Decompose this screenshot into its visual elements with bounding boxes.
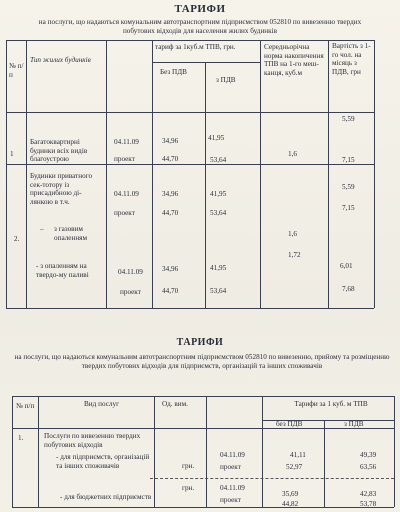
t1-row2-novat-a2: 44,70 — [162, 209, 179, 217]
t1-row2-no: 2. — [14, 235, 20, 243]
t2-row1-unit-b: грн. — [182, 484, 195, 492]
t1-row2-vat-b2: 53,64 — [210, 287, 227, 295]
t1-row2-novat-a1: 34,96 — [162, 190, 179, 198]
t2-row1-sub-budget: - для бюджетних підприємств — [60, 493, 152, 501]
t2-vline-1 — [38, 396, 39, 507]
t1-row1-type: Багатоквартирні будинки всіх видів благоустрою — [30, 138, 88, 164]
t1-row2-vat-b1: 41,95 — [210, 264, 227, 272]
t1-vline-6 — [328, 40, 329, 308]
t2-header-bottom — [12, 428, 394, 429]
t2-row-divider — [150, 478, 394, 480]
t1-row2-sub-solid: - з опаленням на твердо-му паливі — [36, 262, 89, 279]
t1-header-with-vat: з ПДВ — [216, 76, 236, 84]
t1-header-tariff: тариф за 1куб.м ТПВ, грн. — [155, 43, 236, 51]
t2-row1-no: 1. — [18, 434, 24, 442]
t1-vline-4 — [205, 62, 206, 308]
t2-header-with-vat: з ПДВ — [344, 420, 364, 428]
t2-vline-5 — [324, 420, 325, 507]
t1-row1-novat1: 34,96 — [162, 137, 179, 145]
t2-row1-date-a: 04.11.09 — [220, 451, 245, 459]
t1-row1-novat2: 44,70 — [162, 155, 179, 163]
t2-row1-unit-a: грн. — [182, 462, 195, 470]
t1-row2-cost-b2: 7,68 — [342, 285, 355, 293]
t2-vline-2 — [154, 396, 155, 507]
t1-row1-date: 04.11.09 — [114, 138, 139, 146]
t2-top-border — [12, 396, 394, 397]
t1-row1-vat1: 41,95 — [208, 134, 225, 142]
t1-row2-project-b: проект — [120, 288, 141, 296]
t1-vline-1 — [26, 40, 27, 308]
t1-row2-novat-b2: 44,70 — [162, 287, 179, 295]
table2-subtitle: на послуги, що надаються комунальним автотранспортним підприємством 052810 по вивезенню, прийому та розміщенню твердих побутових відходів для підприємств, організацій та інших споживачів — [14, 353, 390, 370]
t2-vline-6 — [394, 396, 395, 507]
t1-vline-5 — [260, 40, 261, 308]
t2-row1-vat-b1: 42,83 — [360, 490, 377, 498]
t1-row1-cost1: 5,59 — [342, 115, 355, 123]
t1-row2-norm-solid: 1,72 — [288, 251, 301, 259]
t1-bottom-border — [6, 308, 374, 309]
t2-row1-project-a: проект — [220, 463, 241, 471]
t2-vline-4 — [262, 396, 263, 507]
t1-header-no: № п/ п — [9, 62, 24, 79]
t2-row1-vat-b2: 53,78 — [360, 500, 377, 508]
t2-header-unit: Од. вим. — [162, 400, 188, 408]
t2-header-no: № п/п — [16, 402, 35, 410]
table1-subtitle: на послуги, що надаються комунальним автотранспортним підприємством 052810 по вивезенню твердих побутових відходів для населення жилих будинків — [38, 18, 362, 35]
t1-row1-project: проект — [114, 155, 135, 163]
t1-vline-0 — [6, 40, 7, 308]
t1-vline-2 — [106, 40, 107, 308]
t1-row1-no: 1 — [10, 150, 14, 158]
t2-bottom-border — [12, 507, 394, 508]
t1-header-type: Тип жилих будинків — [30, 56, 91, 64]
t1-vline-7 — [374, 40, 375, 308]
t1-row2-date-b: 04.11.09 — [118, 268, 143, 276]
t2-row1-novat-a2: 52,97 — [286, 463, 303, 471]
t1-header-no-vat: Без ПДВ — [160, 68, 187, 76]
t2-header-no-vat: без ПДВ — [276, 420, 303, 428]
t1-row2-sub-gas: з газовим опаленням — [54, 225, 88, 242]
t2-row1-vat-a1: 49,39 — [360, 451, 377, 459]
t1-vline-3 — [152, 40, 153, 308]
t1-row1-norm: 1,6 — [288, 150, 297, 158]
t1-top-border — [6, 40, 374, 41]
t1-row2-cost-a1: 5,59 — [342, 183, 355, 191]
t1-row2-vat-a1: 41,95 — [210, 190, 227, 198]
t2-row1-service: Послуги по вивезенню твердих побутових відходів — [44, 432, 141, 449]
t1-row2-vat-a2: 53,64 — [210, 209, 227, 217]
t1-row2-project-a: проект — [114, 209, 135, 217]
t2-row1-novat-b2: 44,82 — [282, 500, 299, 508]
t1-row1-cost2: 7,15 — [342, 156, 355, 164]
t2-header-service: Вид послуг — [84, 400, 120, 408]
table1-title: ТАРИФИ — [174, 3, 226, 15]
t1-header-cost: Вартість з 1-го чол. на місяць з ПДВ, грн — [332, 42, 371, 76]
t2-row1-novat-b1: 35,69 — [282, 490, 299, 498]
t1-header-norm: Середньорічна норма накопичення ТПВ на 1-го меш-канця, куб.м — [264, 43, 324, 77]
t1-row1-bottom — [6, 164, 374, 165]
t1-header-bottom — [6, 112, 374, 113]
table2-title: ТАРИФИ — [176, 337, 224, 348]
t2-row1-sub-org: - для підприємств, організацій та інших споживачів — [56, 453, 150, 470]
t1-tariff-split — [152, 62, 260, 63]
t1-row2-novat-b1: 34,96 — [162, 265, 179, 273]
t1-row2-type: Будинки приватного сек-тотору із присадибною ді-лянкою в т.ч. — [30, 172, 93, 206]
t2-vline-3 — [206, 396, 207, 507]
t1-row2-gas-dash: – — [40, 225, 44, 233]
t2-header-tariff: Тарифи за 1 куб. м ТПВ — [294, 400, 368, 408]
t2-row1-novat-a1: 41,11 — [290, 451, 306, 459]
t1-row1-vat2: 53,64 — [210, 156, 227, 164]
t1-row2-cost-b1: 6,01 — [340, 262, 353, 270]
t2-row1-vat-a2: 63,56 — [360, 463, 377, 471]
t1-row2-date-a: 04.11.09 — [114, 190, 139, 198]
t2-vline-0 — [12, 396, 13, 507]
t1-row2-cost-a2: 7,15 — [342, 204, 355, 212]
t2-row1-date-b: 04.11.09 — [220, 484, 245, 492]
t2-row1-project-b: проект — [220, 496, 241, 504]
t1-row2-norm-gas: 1,6 — [288, 230, 297, 238]
